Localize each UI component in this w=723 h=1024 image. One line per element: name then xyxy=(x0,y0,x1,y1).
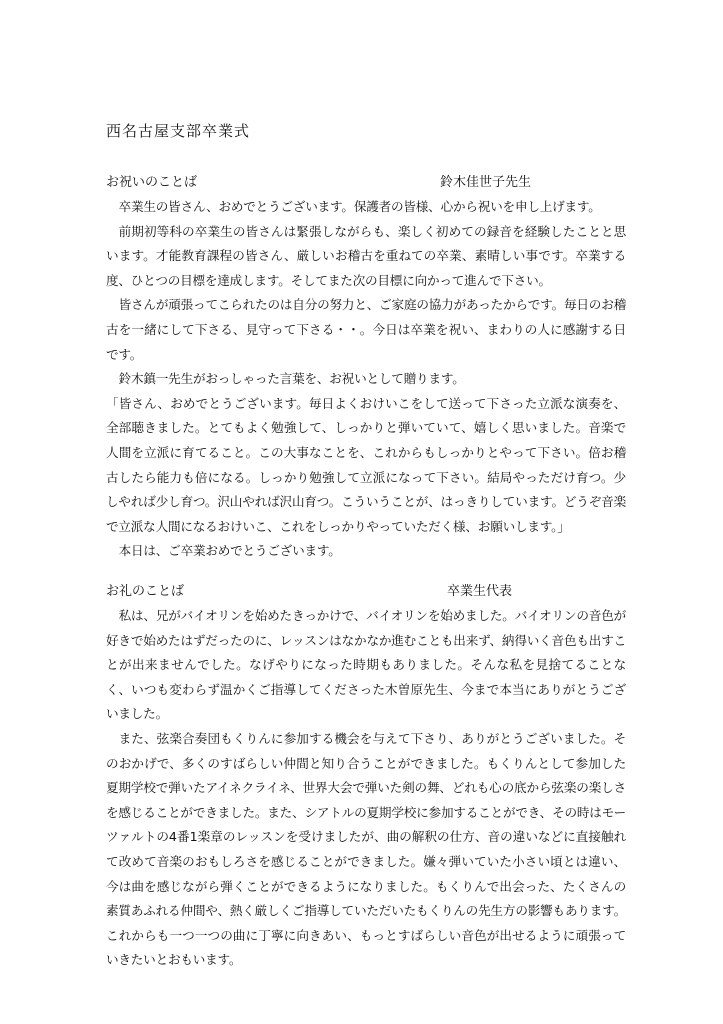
paragraph: 卒業生の皆さん、おめでとうございます。保護者の皆様、心から祝いを申し上げます。 xyxy=(118,199,601,214)
section-heading: お礼のことば xyxy=(106,584,185,599)
speaker-name: 卒業生代表 xyxy=(447,584,513,599)
paragraph: 皆さんが頑張ってこられたのは自分の努力と、ご家庭の協力があったからです。毎日のお稽古を一緒にして下さる、見守って下さる・・。今日は卒業を祝い、まわりの人に感謝する日です。 xyxy=(106,297,626,362)
section-header xyxy=(106,580,626,604)
section-header xyxy=(106,171,626,195)
paragraph: 本日は、ご卒業おめでとうございます。 xyxy=(118,543,341,559)
page-title: 西名古屋支部卒業式 xyxy=(106,122,251,140)
paragraph: 鈴木鎮一先生がおっしゃった言葉を、お祝いとして贈ります。 xyxy=(118,371,465,387)
section-heading: お祝いのことば xyxy=(106,175,198,190)
quote-paragraph: 「皆さん、おめでとうございます。毎日よくおけいこをして送って下さった立派な演奏を、全部聴きました。とてもよく勉強して、しっかりと弾いていて、嬉しく思いました。音楽で人間を立派に育てること。この大事なことを、これからもしっかりとやって下さい。倍お稽古したら能力も倍になる。しっかり勉強して立派になって下さい。結局やっただけ育つ。少しやれば少し育つ。沢山やれば沢山育つ。こういうことが、はっきりしています。どうぞ音楽で立派な人間になるおけいこ、これをしっかりやっていただく様、お願いします。」 xyxy=(106,395,626,534)
thank-you-address-section xyxy=(106,580,626,973)
paragraph: 私は、兄がバイオリンを始めたきっかけで、バイオリンを始めました。バイオリンの音色が好きで始めたはずだったのに、レッスンはなかなか進むことも出来ず、納得いく音色も出すことが出来ませんでした。なげやりになった時期もありました。そんな私を見捨てることなく、いつも変わらず温かくご指導してくださった木曽原先生、今まで本当にありがとうございました。 xyxy=(106,608,626,722)
paragraph: 前期初等科の卒業生の皆さんは緊張しながらも、楽しく初めての録音を経験したことと思います。才能教育課程の皆さん、厳しいお稽古を重ねての卒業、素晴しい事です。卒業する度、ひとつの目標を達成します。そしてまた次の目標に向かって進んで下さい。 xyxy=(106,223,626,288)
speaker-name: 鈴木佳世子先生 xyxy=(440,175,532,190)
congratulatory-address-section xyxy=(106,171,626,564)
paragraph: また、弦楽合奏団もくりんに参加する機会を与えて下さり、ありがとうございました。そのおかげで、多くのすばらしい仲間と知り合うことができました。もくりんとして参加した夏期学校で弾いたアイネクライネ、世界大会で弾いた剣の舞、どれも心の底から弦楽の楽しさを感じることができました。また、シアトルの夏期学校に参加することができ、その時はモーツァルトの4番1楽章のレッスンを受けましたが、曲の解釈の仕方、音の違いなどに直接触れて改めて音楽のおもしろさを感じることができました。嫌々弾いていた小さい頃とは違い、今は曲を感じながら弾くことができるようになりました。もくりんで出会った、たくさんの素質あふれる仲間や、熱く厳しくご指導していただいたもくりんの先生方の影響もあります。これからも一つ一つの曲に丁寧に向きあい、もっとすばらしい音色が出せるように頑張っていきたいとおもいます。 xyxy=(106,730,626,968)
